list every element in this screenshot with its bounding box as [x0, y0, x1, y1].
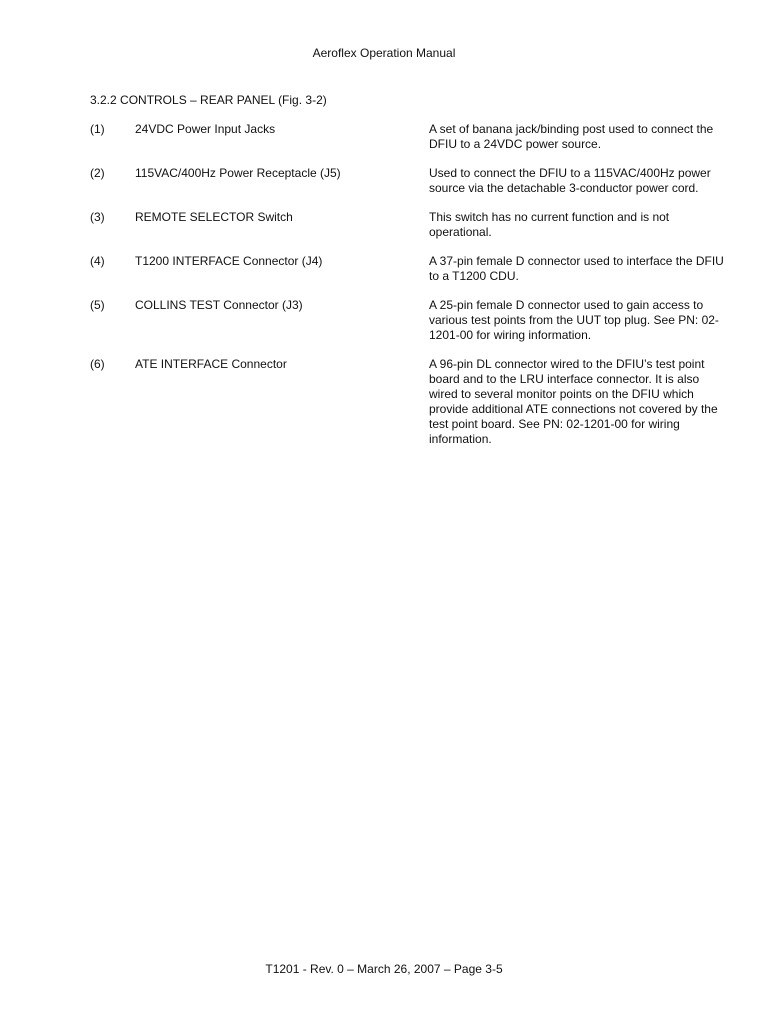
item-number: (3): [90, 210, 105, 224]
item-description: A 96-pin DL connector wired to the DFIU’s test point board and to the LRU interface connector. It is also wired to several monitor points on the DFIU which provide additional ATE connections not covered by the test point board. See PN: 02-1201-00 for wiring information.: [429, 357, 718, 446]
item-description: This switch has no current function and is not operational.: [429, 210, 670, 239]
page-header: Aeroflex Operation Manual: [312, 46, 456, 60]
item-description: A 37-pin female D connector used to interface the DFIU to a T1200 CDU.: [429, 254, 724, 283]
item-number: (2): [90, 166, 105, 180]
item-name: REMOTE SELECTOR Switch: [135, 210, 293, 224]
item-name: 115VAC/400Hz Power Receptacle (J5): [135, 166, 341, 180]
item-number: (4): [90, 254, 105, 268]
item-number: (1): [90, 122, 105, 136]
item-name: COLLINS TEST Connector (J3): [135, 298, 303, 312]
item-name: 24VDC Power Input Jacks: [135, 122, 276, 136]
item-description: A 25-pin female D connector used to gain access to various test points from the UUT top plug. See PN: 02-1201-00 for wiring information.: [429, 298, 719, 342]
item-number: (5): [90, 298, 105, 312]
list-item: [90, 298, 730, 343]
list-item: [90, 357, 730, 447]
list-item: [90, 166, 730, 196]
section-heading: 3.2.2 CONTROLS – REAR PANEL (Fig. 3-2): [90, 93, 327, 107]
list-item: [90, 254, 730, 284]
list-item: [90, 210, 730, 240]
item-name: ATE INTERFACE Connector: [135, 357, 287, 371]
item-description: A set of banana jack/binding post used to connect the DFIU to a 24VDC power source.: [429, 122, 714, 151]
item-number: (6): [90, 357, 105, 371]
item-description: Used to connect the DFIU to a 115VAC/400Hz power source via the detachable 3-conductor power cord.: [429, 166, 711, 195]
item-name: T1200 INTERFACE Connector (J4): [135, 254, 323, 268]
list-item: [90, 122, 730, 152]
controls-list: [90, 122, 730, 461]
page-footer: T1201 - Rev. 0 – March 26, 2007 – Page 3-5: [265, 962, 503, 976]
